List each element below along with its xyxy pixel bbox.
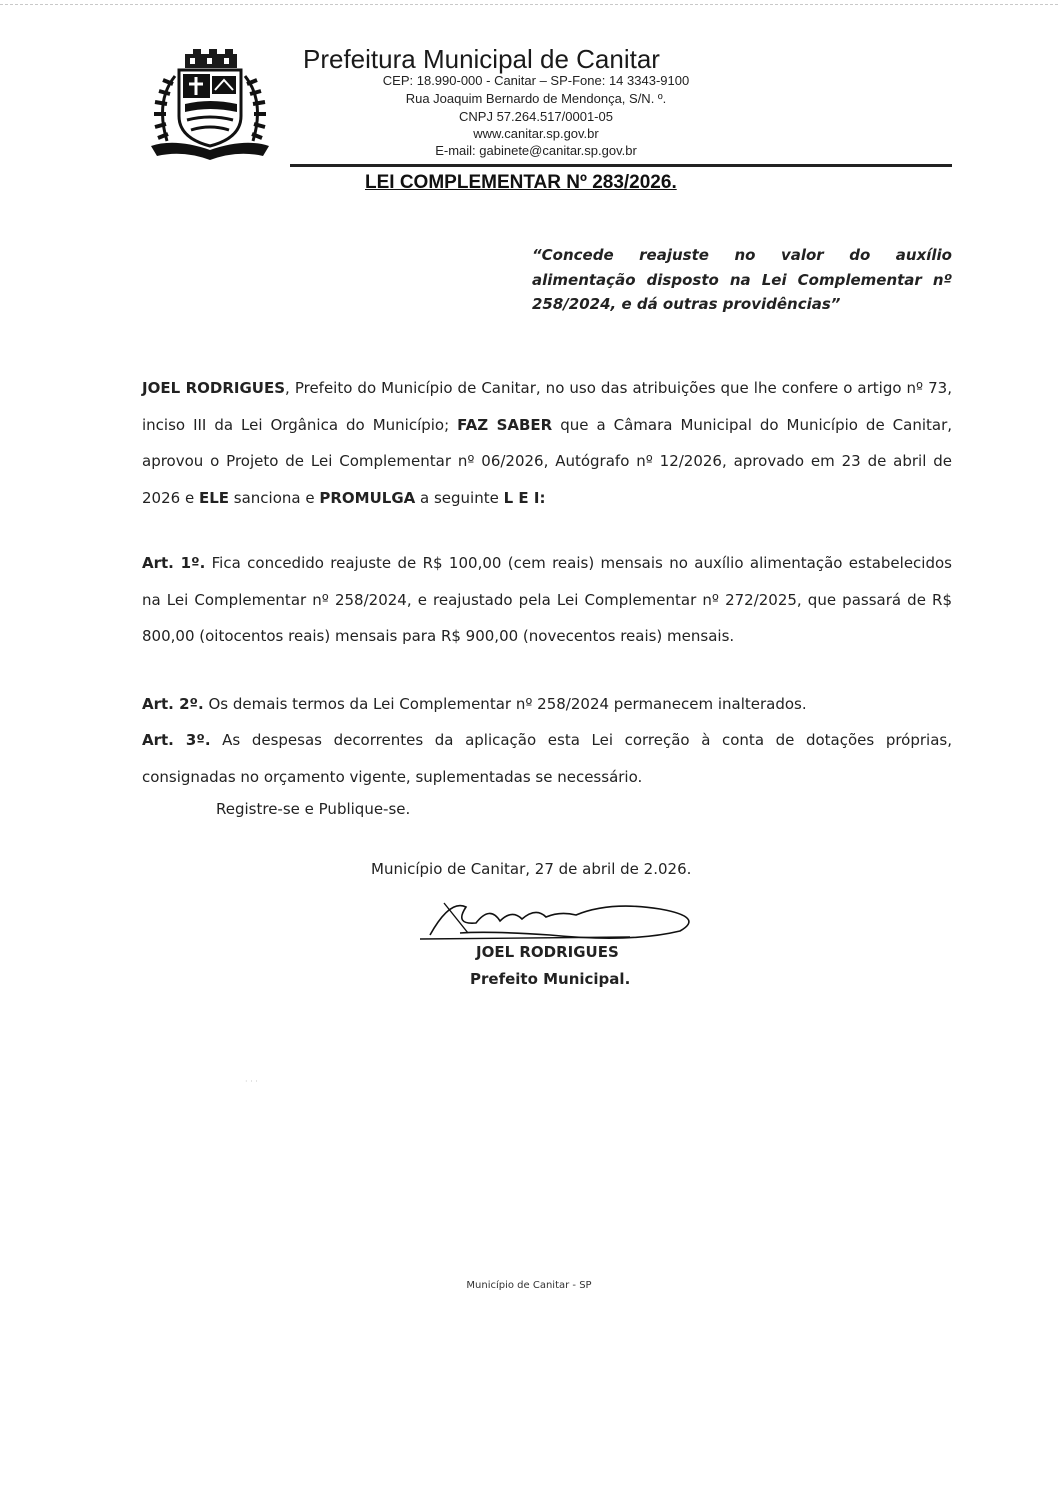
article-label: Art. 2º. <box>142 695 204 713</box>
coat-of-arms-icon <box>145 46 275 164</box>
preamble-text-3: sanciona e <box>229 488 320 507</box>
preamble-text-2: que a Câmara Municipal do Município de Canitar, aprovou o Projeto de Lei Complementar nº 06/2026, Autógrafo nº 12/2026, aprovado em 23 de abril de 2026 e <box>142 415 953 507</box>
header-divider <box>290 164 952 167</box>
lei-keyword: L E I: <box>503 488 546 507</box>
scan-edge-line <box>0 4 1058 5</box>
article-2 <box>142 686 952 723</box>
preamble-text-1: , Prefeito do Município de Canitar, no uso das atribuições que lhe confere o artigo nº 73, inciso III da Lei Orgânica do Município; <box>142 379 952 434</box>
article-1 <box>142 545 952 655</box>
preamble-paragraph <box>142 370 952 516</box>
faz-saber: FAZ SABER <box>457 415 553 434</box>
signature-icon <box>380 895 710 945</box>
preamble-text-4: a seguinte <box>415 488 504 507</box>
email-line: E-mail: gabinete@canitar.sp.gov.br <box>435 143 637 158</box>
article-3 <box>142 722 952 795</box>
article-text: Os demais termos da Lei Complementar nº 258/2024 permanecem inalterados. <box>203 695 807 713</box>
promulga-keyword: PROMULGA <box>319 488 416 507</box>
law-title: LEI COMPLEMENTAR Nº 283/2026. <box>365 172 677 193</box>
ementa: “Concede reajuste no valor do auxílio alimentação disposto na Lei Complementar nº 258/2024, e dá outras providências” <box>532 246 952 313</box>
article-text: As despesas decorrentes da aplicação esta Lei correção à conta de dotações próprias, consignadas no orçamento vigente, suplementadas se necessário. <box>142 731 952 786</box>
address-line: Rua Joaquim Bernardo de Mendonça, S/N. º. <box>405 91 667 106</box>
cep-phone-line: CEP: 18.990-000 - Canitar – SP-Fone: 14 3343-9100 <box>382 73 690 88</box>
scan-speck: · · · <box>245 1077 258 1086</box>
website-line: www.canitar.sp.gov.br <box>473 126 599 141</box>
institution-name: Prefeitura Municipal de Canitar <box>303 44 660 74</box>
ele-keyword: ELE <box>198 488 230 507</box>
page-footer: Município de Canitar - SP <box>466 1280 592 1291</box>
cnpj-line: CNPJ 57.264.517/0001-05 <box>459 109 613 124</box>
place-date: Município de Canitar, 27 de abril de 2.026. <box>371 860 692 878</box>
signatory-name: JOEL RODRIGUES <box>476 943 619 961</box>
article-text: Fica concedido reajuste de R$ 100,00 (cem reais) mensais no auxílio alimentação estabelecidos na Lei Complementar nº 258/2024, e reajustado pela Lei Complementar nº 272/2025, que passará de R$ 800,00 (oitocentos reais) mensais para R$ 900,00 (novecentos reais) mensais. <box>142 554 952 645</box>
mayor-name: JOEL RODRIGUES <box>142 379 286 397</box>
closing-formula: Registre-se e Publique-se. <box>216 800 411 818</box>
article-label: Art. 1º. <box>142 554 206 572</box>
article-label: Art. 3º. <box>142 731 211 749</box>
signatory-role: Prefeito Municipal. <box>470 970 631 988</box>
